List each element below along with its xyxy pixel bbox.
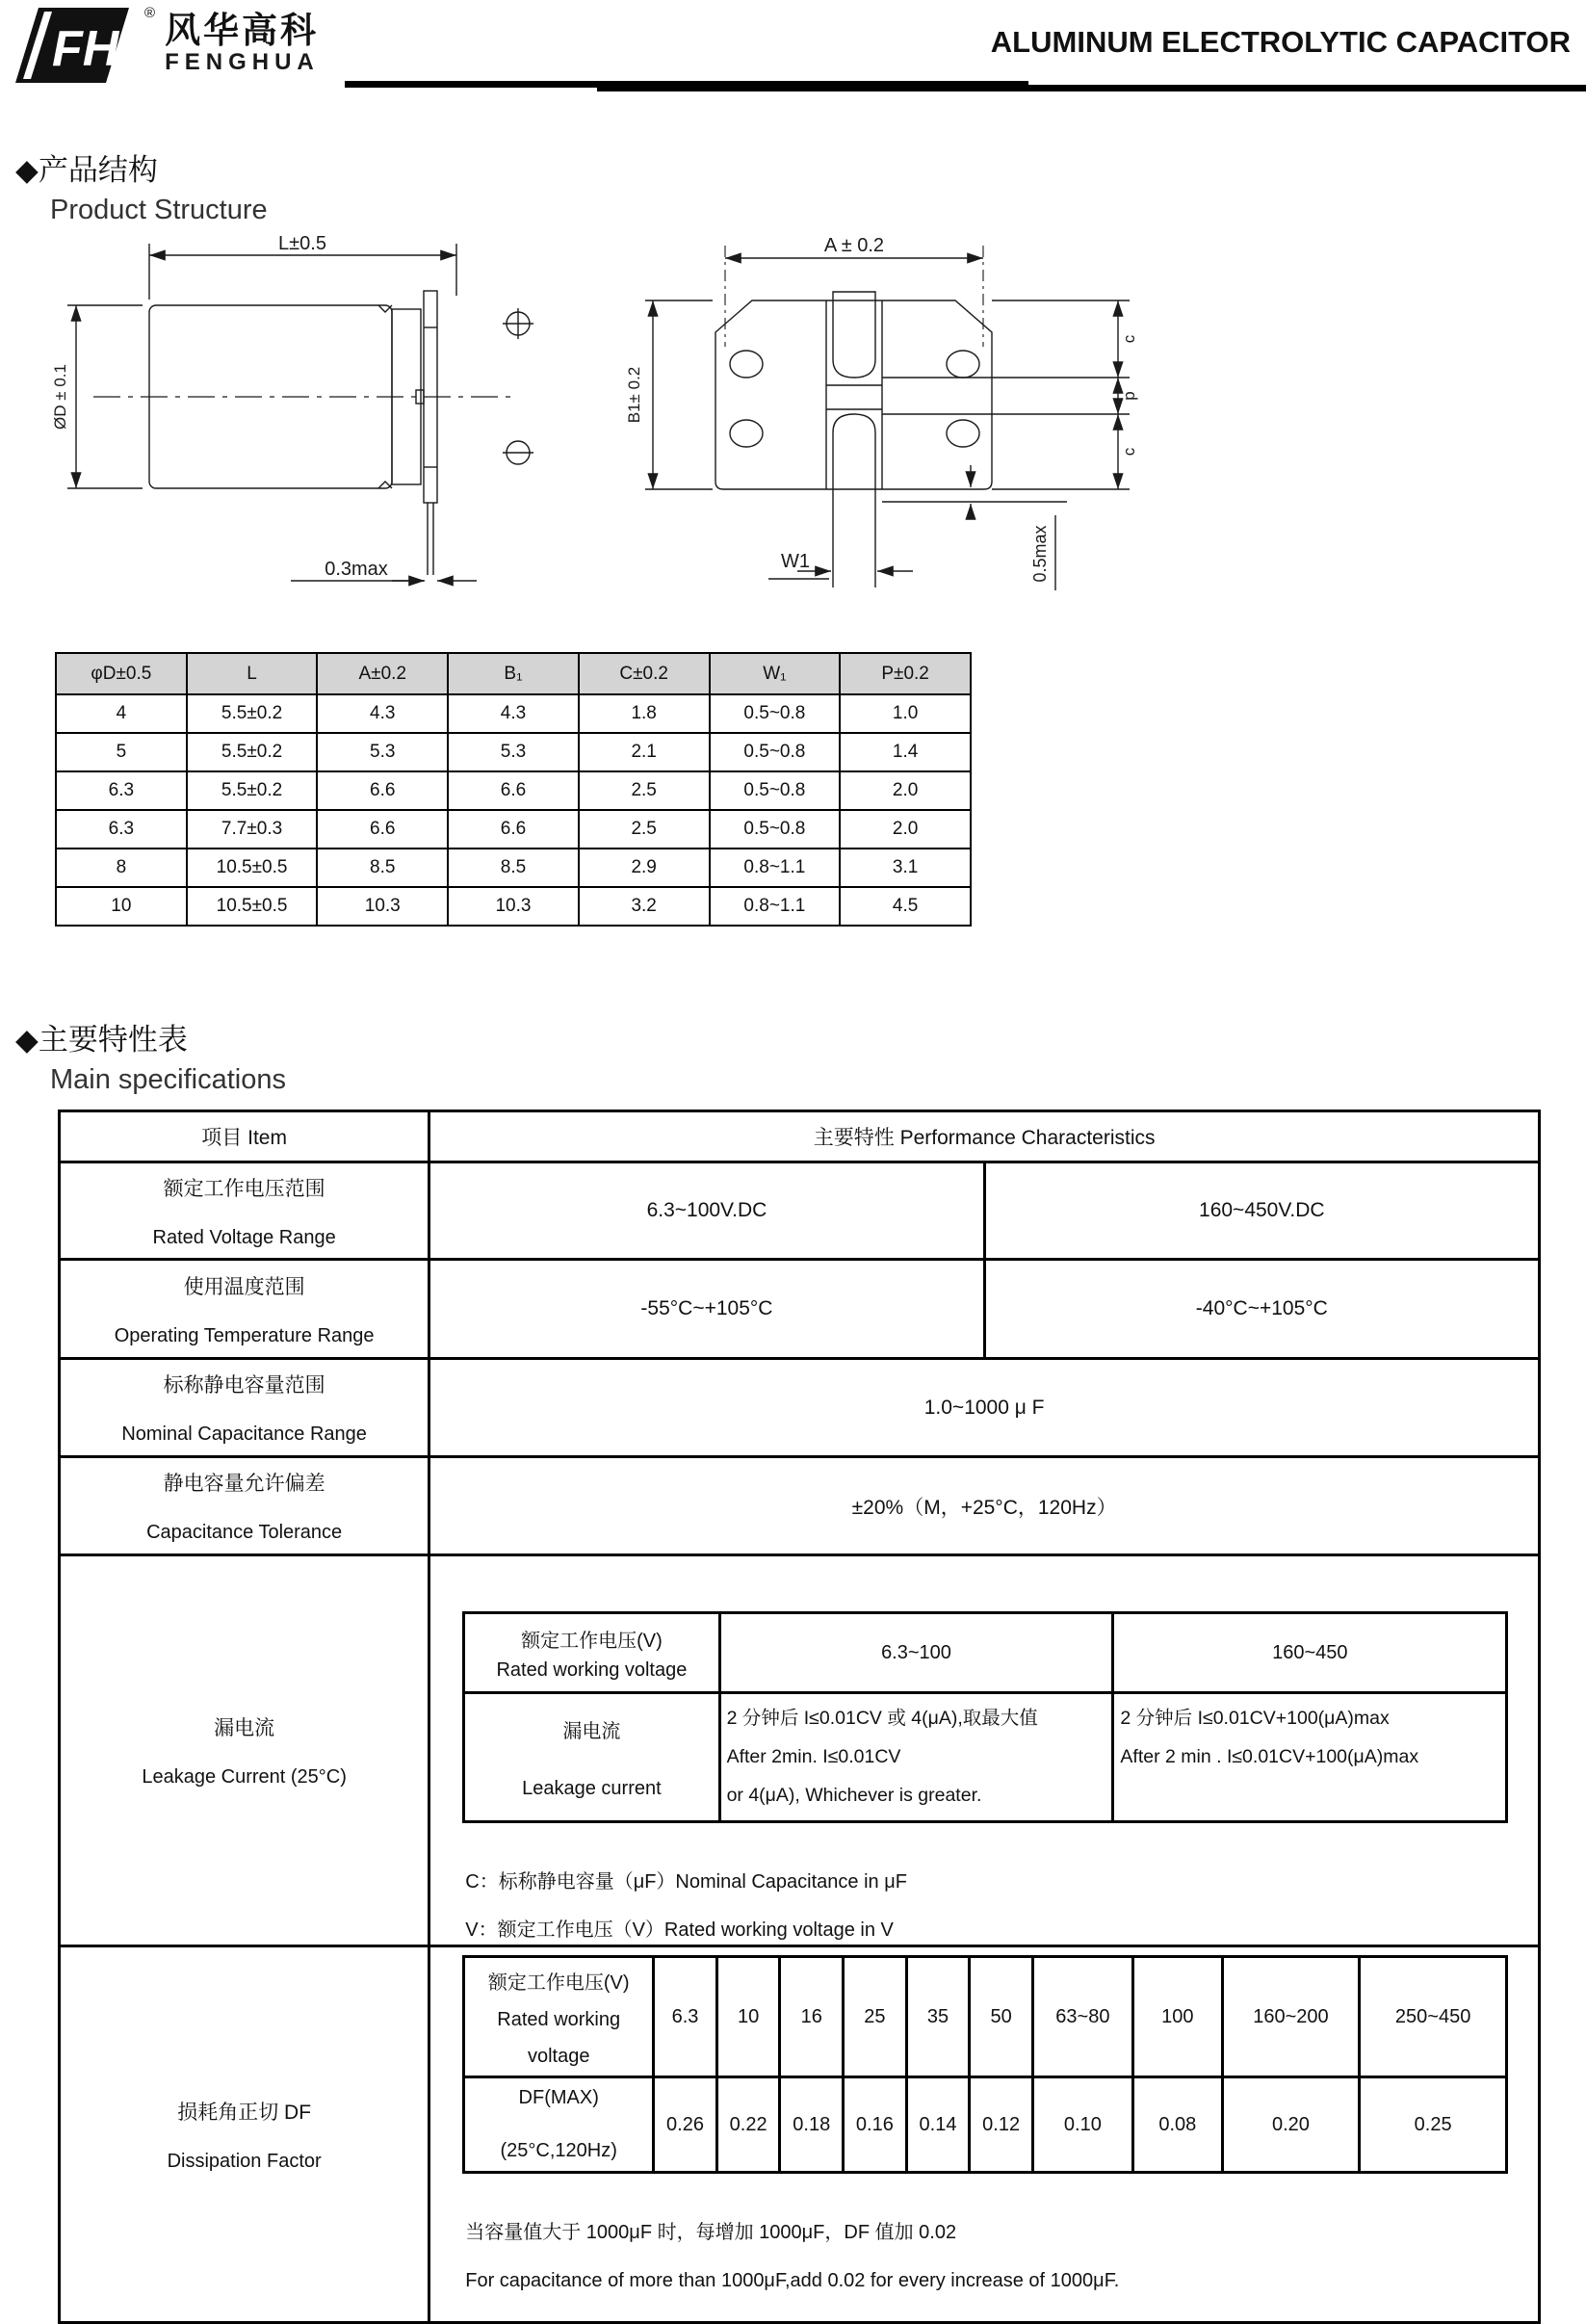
- temperature-label: [60, 1260, 429, 1359]
- dim-header-cell: B₁: [448, 653, 579, 694]
- leakage-low-line: or 4(μA), Whichever is greater.: [726, 1785, 982, 1806]
- dim-cell: 5.5±0.2: [187, 694, 318, 733]
- dim-cell: 6.3: [56, 771, 187, 810]
- temperature-label-en: Operating Temperature Range: [114, 1324, 375, 1346]
- c-bottom-dim-label: c: [1120, 447, 1138, 457]
- df-label-cn: 损耗角正切 DF: [177, 2101, 312, 2124]
- df-voltage-cell: 10: [716, 1957, 780, 2077]
- df-value-cell: 0.25: [1360, 2077, 1507, 2173]
- spec-header-row: [60, 1111, 1540, 1162]
- df-voltage-header: [464, 1957, 654, 2077]
- df-voltage-cell: 63~80: [1032, 1957, 1132, 2077]
- leakage-low-line: After 2min. I≤0.01CV: [726, 1746, 901, 1767]
- rated-voltage-label: [60, 1162, 429, 1260]
- polarity-minus-icon: [503, 441, 533, 464]
- tolerance-label-cn: 静电容量允许偏差: [163, 1473, 325, 1495]
- dim-cell: 6.6: [317, 771, 448, 810]
- df-value-cell: 0.16: [844, 2077, 907, 2173]
- dim-cell: 6.6: [448, 771, 579, 810]
- main-spec-heading-en: Main specifications: [50, 1064, 286, 1095]
- dim-cell: 10.5±0.5: [187, 849, 318, 887]
- leakage-col-high: 160~450: [1113, 1613, 1507, 1693]
- dim-cell: 0.5~0.8: [710, 810, 841, 849]
- df-value-cell: 0.12: [970, 2077, 1033, 2173]
- gap-dim-label: 0.3max: [325, 559, 388, 580]
- dim-header-cell: C±0.2: [579, 653, 710, 694]
- df-inner-table: [462, 1955, 1508, 2174]
- dim-cell: 2.0: [840, 810, 971, 849]
- dim-cell: 2.5: [579, 810, 710, 849]
- temperature-label-cn: 使用温度范围: [183, 1275, 305, 1298]
- logo-text: [165, 12, 320, 75]
- leakage-label: [60, 1555, 429, 1946]
- leakage-inner-data-row: [464, 1693, 1507, 1822]
- product-structure-heading-en: Product Structure: [50, 195, 268, 225]
- tolerance-value: ±20%（M，+25°C，120Hz）: [429, 1457, 1540, 1555]
- dim-header-cell: A±0.2: [317, 653, 448, 694]
- logo-mark-letters: FH: [52, 21, 119, 77]
- leakage-voltage-header-en: Rated working voltage: [496, 1658, 688, 1681]
- header-divider: [597, 85, 1586, 91]
- df-voltage-cell: 16: [780, 1957, 844, 2077]
- dim-cell: 8.5: [448, 849, 579, 887]
- dim-row: [56, 810, 971, 849]
- dim-cell: 2.1: [579, 733, 710, 771]
- dim-cell: 4: [56, 694, 187, 733]
- dim-header-cell: W₁: [710, 653, 841, 694]
- dim-cell: 10: [56, 887, 187, 926]
- df-label-en: Dissipation Factor: [167, 2150, 322, 2172]
- rated-voltage-row: [60, 1162, 1540, 1260]
- dim-row: [56, 733, 971, 771]
- document-title: ALUMINUM ELECTROLYTIC CAPACITOR: [990, 25, 1571, 59]
- dim-cell: 6.6: [317, 810, 448, 849]
- df-note-cn: 当容量值大于 1000μF 时，每增加 1000μF，DF 值加 0.02: [465, 2222, 957, 2243]
- main-spec-heading-cn: ◆主要特性表: [15, 1023, 188, 1057]
- width-dim-label: A ± 0.2: [823, 236, 885, 256]
- dim-cell: 4.3: [448, 694, 579, 733]
- page-header: [0, 0, 1586, 93]
- fenghua-logo-icon: [13, 6, 141, 85]
- dim-cell: 5.3: [317, 733, 448, 771]
- leakage-low-line: 2 分钟后 I≤0.01CV 或 4(μA),取最大值: [726, 1708, 1038, 1729]
- leakage-high-spec: [1113, 1693, 1507, 1822]
- dimensions-table: [55, 652, 972, 927]
- df-voltage-cell: 250~450: [1360, 1957, 1507, 2077]
- df-value-cell: 0.20: [1222, 2077, 1359, 2173]
- df-content: [429, 1946, 1540, 2323]
- leakage-label-en: Leakage Current (25°C): [142, 1766, 347, 1788]
- df-value-cell: 0.18: [780, 2077, 844, 2173]
- dim-row: [56, 849, 971, 887]
- leakage-voltage-header: [464, 1613, 719, 1693]
- leakage-row: [60, 1555, 1540, 1946]
- rated-voltage-high-value: 160~450V.DC: [984, 1162, 1539, 1260]
- df-value-cell: 0.14: [906, 2077, 970, 2173]
- dim-cell: 3.1: [840, 849, 971, 887]
- dim-cell: 0.5~0.8: [710, 694, 841, 733]
- dim-cell: 4.3: [317, 694, 448, 733]
- leakage-label-cn: 漏电流: [214, 1717, 275, 1739]
- b1-dim-label: B1± 0.2: [625, 366, 643, 424]
- dim-cell: 2.0: [840, 771, 971, 810]
- bottom-view-drawing: [624, 236, 1154, 607]
- leakage-note-c: C：标称静电容量（μF）Nominal Capacitance in μF: [465, 1871, 907, 1893]
- rated-voltage-label-en: Rated Voltage Range: [152, 1226, 336, 1248]
- dim-cell: 0.5~0.8: [710, 733, 841, 771]
- main-spec-table: [58, 1110, 1541, 2324]
- w1-dim-label: W1: [781, 551, 810, 572]
- temperature-high-value: -40°C~+105°C: [984, 1260, 1539, 1359]
- df-voltage-cell: 100: [1132, 1957, 1222, 2077]
- temperature-row: [60, 1260, 1540, 1359]
- dim-cell: 10.5±0.5: [187, 887, 318, 926]
- dim-cell: 10.3: [317, 887, 448, 926]
- length-dim-label: L±0.5: [278, 236, 326, 254]
- side-view-drawing: [50, 236, 609, 607]
- df-voltage-cell: 50: [970, 1957, 1033, 2077]
- leakage-inner-header-row: [464, 1613, 1507, 1693]
- tolerance-label-en: Capacitance Tolerance: [146, 1522, 343, 1543]
- df-voltage-header-line: Rated working: [497, 2008, 621, 2030]
- logo-english-name: FENGHUA: [165, 49, 320, 75]
- polarity-plus-icon: [503, 308, 533, 339]
- dim-cell: 8.5: [317, 849, 448, 887]
- logo-chinese-name: 风华高科: [165, 11, 320, 50]
- dim-cell: 2.9: [579, 849, 710, 887]
- standoff-dim-label: 0.5max: [1030, 525, 1050, 583]
- dim-cell: 5.5±0.2: [187, 733, 318, 771]
- dim-cell: 3.2: [579, 887, 710, 926]
- leakage-high-line: 2 分钟后 I≤0.01CV+100(μA)max: [1120, 1708, 1390, 1729]
- dim-cell: 2.5: [579, 771, 710, 810]
- df-voltage-header-row: [464, 1957, 1507, 2077]
- capacitance-range-value: 1.0~1000 μ F: [429, 1359, 1540, 1457]
- dim-row: [56, 771, 971, 810]
- dim-cell: 1.8: [579, 694, 710, 733]
- leakage-row-label: [464, 1693, 719, 1822]
- rated-voltage-low-value: 6.3~100V.DC: [429, 1162, 984, 1260]
- dim-cell: 0.8~1.1: [710, 887, 841, 926]
- capacitance-range-label-en: Nominal Capacitance Range: [121, 1423, 367, 1445]
- dim-header-cell: φD±0.5: [56, 653, 187, 694]
- product-structure-drawings: [0, 236, 1586, 614]
- dim-cell: 5: [56, 733, 187, 771]
- spec-performance-header: 主要特性 Performance Characteristics: [429, 1111, 1540, 1162]
- leakage-voltage-header-cn: 额定工作电压(V): [521, 1630, 663, 1652]
- registered-mark: ®: [144, 5, 156, 21]
- leakage-high-line: After 2 min . I≤0.01CV+100(μA)max: [1120, 1746, 1419, 1767]
- df-value-cell: 0.08: [1132, 2077, 1222, 2173]
- tolerance-row: [60, 1457, 1540, 1555]
- dim-cell: 10.3: [448, 887, 579, 926]
- temperature-low-value: -55°C~+105°C: [429, 1260, 984, 1359]
- dim-cell: 0.5~0.8: [710, 771, 841, 810]
- df-voltage-cell: 160~200: [1222, 1957, 1359, 2077]
- pitch-dim-label: p: [1120, 391, 1138, 401]
- df-voltage-header-line: voltage: [527, 2045, 590, 2067]
- df-label: [60, 1946, 429, 2323]
- df-row: [60, 1946, 1540, 2323]
- rated-voltage-label-cn: 额定工作电压范围: [163, 1177, 325, 1200]
- dim-cell: 4.5: [840, 887, 971, 926]
- leakage-inner-table: [462, 1611, 1508, 1823]
- dim-header-row: [56, 653, 971, 694]
- dim-header-cell: P±0.2: [840, 653, 971, 694]
- df-note-en: For capacitance of more than 1000μF,add 0.02 for every increase of 1000μF.: [465, 2270, 1120, 2291]
- fenghua-logo: [13, 6, 320, 85]
- dim-cell: 1.0: [840, 694, 971, 733]
- product-structure-heading-cn: ◆产品结构: [15, 153, 158, 187]
- diameter-dim-label: ØD ± 0.1: [51, 364, 69, 430]
- df-values-label-line: DF(MAX): [518, 2087, 599, 2108]
- dim-header-cell: L: [187, 653, 318, 694]
- dim-cell: 6.3: [56, 810, 187, 849]
- dim-row: [56, 694, 971, 733]
- dim-row: [56, 887, 971, 926]
- dim-cell: 7.7±0.3: [187, 810, 318, 849]
- spec-item-header: 项目 Item: [60, 1111, 429, 1162]
- df-value-cell: 0.26: [654, 2077, 717, 2173]
- capacitance-range-label-cn: 标称静电容量范围: [163, 1374, 325, 1397]
- dim-cell: 8: [56, 849, 187, 887]
- capacitance-range-row: [60, 1359, 1540, 1457]
- leakage-col-low: 6.3~100: [719, 1613, 1113, 1693]
- leakage-low-spec: [719, 1693, 1113, 1822]
- dim-cell: 1.4: [840, 733, 971, 771]
- df-voltage-cell: 6.3: [654, 1957, 717, 2077]
- capacitance-range-label: [60, 1359, 429, 1457]
- df-voltage-header-line: 额定工作电压(V): [487, 1971, 630, 1994]
- tolerance-label: [60, 1457, 429, 1555]
- dim-cell: 0.8~1.1: [710, 849, 841, 887]
- leakage-row-label-cn: 漏电流: [562, 1720, 621, 1742]
- df-values-label-line: (25°C,120Hz): [500, 2140, 617, 2161]
- dim-cell: 5.5±0.2: [187, 771, 318, 810]
- df-value-cell: 0.10: [1032, 2077, 1132, 2173]
- df-value-cell: 0.22: [716, 2077, 780, 2173]
- leakage-note-v: V：额定工作电压（V）Rated working voltage in V: [465, 1919, 894, 1941]
- df-voltage-cell: 25: [844, 1957, 907, 2077]
- df-values-label: [464, 2077, 654, 2173]
- leakage-row-label-en: Leakage current: [522, 1777, 662, 1799]
- dim-cell: 6.6: [448, 810, 579, 849]
- df-values-row: [464, 2077, 1507, 2173]
- df-voltage-cell: 35: [906, 1957, 970, 2077]
- leakage-content: [429, 1555, 1540, 1946]
- dim-cell: 5.3: [448, 733, 579, 771]
- c-top-dim-label: c: [1120, 334, 1138, 344]
